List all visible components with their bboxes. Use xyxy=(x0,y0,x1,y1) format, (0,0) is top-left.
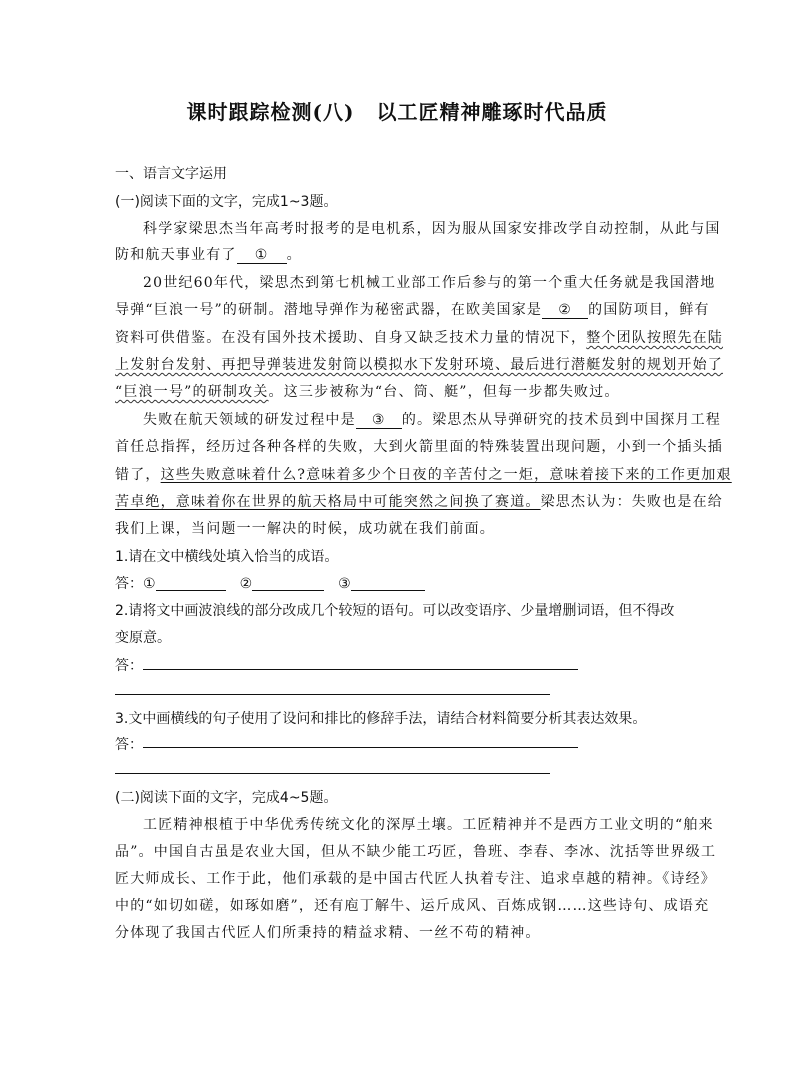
answer-marker: ③ xyxy=(338,576,351,592)
passage-line: 中的“如切如磋，如琢如磨”，还有庖丁解牛、运斤成风、百炼成钢……这些诗句、成语充 xyxy=(115,898,710,914)
section-heading: 一、语言文字运用 xyxy=(115,166,227,182)
wavy-underlined-text: 上发射台发射、再把导弹装进发射筒以模拟水下发射环境、最后进行潜艇发射的规划开始了 xyxy=(115,357,723,373)
title-sub: 以工匠精神雕琢时代品质 xyxy=(376,100,608,124)
answer-line[interactable] xyxy=(143,747,578,748)
question-2-cont: 变原意。 xyxy=(115,630,171,646)
part2-intro: (二)阅读下面的文字，完成4~5题。 xyxy=(115,790,338,806)
wavy-underlined-text: 整个团队按照先在陆 xyxy=(586,330,724,346)
underlined-text: 这些失败意味着什么?意味着多少个日夜的辛苦付之一炬，意味着接下来的工作更加艰 xyxy=(160,467,732,483)
answer-blank-2[interactable] xyxy=(252,575,324,591)
answer-marker: ① xyxy=(143,576,156,592)
passage-line xyxy=(115,381,620,401)
passage-text: 失败在航天领域的研发过程中是 xyxy=(143,412,356,428)
passage-line xyxy=(115,354,723,374)
answer-label: 答： xyxy=(115,658,143,674)
title-main: 课时跟踪检测(八) xyxy=(186,100,355,124)
passage-line: 品”。中国自古虽是农业大国，但从不缺少能工巧匠，鲁班、李春、李冰、沈括等世界级工 xyxy=(115,844,717,860)
passage-line: 工匠精神根植于中华优秀传统文化的深厚土壤。工匠精神并不是西方工业文明的“舶来 xyxy=(143,817,714,833)
wavy-underlined-text: “巨浪一号”的研制攻关 xyxy=(115,384,269,400)
passage-line: 20世纪60年代，梁思杰到第七机械工业部工作后参与的第一个重大任务就是我国潜地 xyxy=(143,275,716,291)
fill-blank-1[interactable]: ① xyxy=(237,247,287,264)
answer-blank-1[interactable] xyxy=(156,575,226,591)
passage-line xyxy=(115,327,723,347)
passage-line: 首任总指挥，经历过各种各样的失败，大到火箭里面的特殊装置出现问题，小到一个插头插 xyxy=(115,439,723,455)
passage-text: 的国防项目，鲜有 xyxy=(588,302,710,318)
passage-line xyxy=(115,464,732,484)
passage-line xyxy=(143,409,721,429)
q1-answer-row xyxy=(115,573,425,593)
passage-text: 资料可供借鉴。在没有国外技术援助、自身又缺乏技术力量的情况下， xyxy=(115,330,587,346)
passage-text: 梁思杰认为：失败也是在给 xyxy=(540,494,724,510)
answer-line[interactable] xyxy=(115,773,550,774)
answer-label: 答： xyxy=(115,576,143,592)
question-1: 1.请在文中横线处填入恰当的成语。 xyxy=(115,549,339,565)
passage-line xyxy=(115,244,302,264)
passage-text: 导弹“巨浪一号”的研制。潜地导弹作为秘密武器，在欧美国家是 xyxy=(115,302,543,318)
passage-text: 。 xyxy=(286,247,302,263)
passage-line: 匠大师成长、工作于此，他们承载的是中国古代匠人执着专注、追求卓越的精神。《诗经》 xyxy=(115,871,716,887)
underlined-text: 苦卓绝，意味着你在世界的航天格局中可能突然之间换了赛道。 xyxy=(115,494,541,510)
part1-intro: (一)阅读下面的文字，完成1~3题。 xyxy=(115,194,338,210)
passage-text: 的。梁思杰从导弹研究的技术员到中国探月工程 xyxy=(401,412,722,428)
passage-line: 我们上课，当问题一一解决的时候，成功就在我们前面。 xyxy=(115,521,495,537)
passage-line xyxy=(115,491,723,511)
passage-text: 。这三步被称为“台、筒、艇”，但每一步都失败过。 xyxy=(268,384,620,400)
answer-line[interactable] xyxy=(115,694,550,695)
answer-line[interactable] xyxy=(143,669,578,670)
passage-line: 分体现了我国古代匠人们所秉持的精益求精、一丝不苟的精神。 xyxy=(115,925,541,941)
passage-text: 防和航天事业有了 xyxy=(115,247,237,263)
answer-blank-3[interactable] xyxy=(351,575,425,591)
passage-text: 错了， xyxy=(115,467,161,483)
fill-blank-2[interactable]: ② xyxy=(542,302,588,319)
fill-blank-3[interactable]: ③ xyxy=(356,412,402,429)
passage-line xyxy=(115,299,710,319)
passage-line: 科学家梁思杰当年高考时报考的是电机系，因为服从国家安排改学自动控制，从此与国 xyxy=(143,221,721,237)
page-title xyxy=(0,96,794,125)
question-2: 2.请将文中画波浪线的部分改成几个较短的语句。可以改变语序、少量增删词语，但不得改 xyxy=(115,603,675,619)
answer-marker: ② xyxy=(239,576,253,592)
answer-label: 答： xyxy=(115,737,143,753)
question-3: 3.文中画横线的句子使用了设问和排比的修辞手法，请结合材料简要分析其表达效果。 xyxy=(115,711,647,727)
